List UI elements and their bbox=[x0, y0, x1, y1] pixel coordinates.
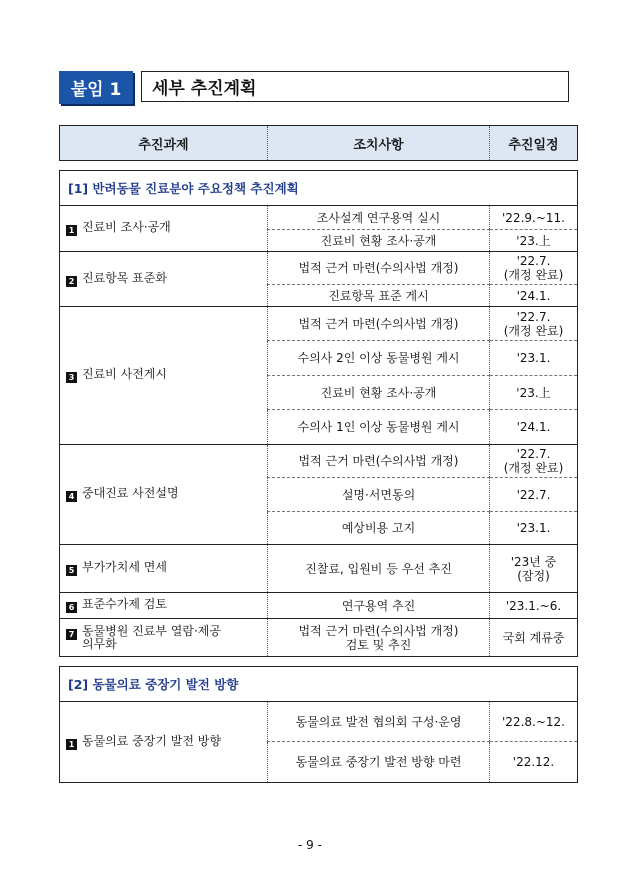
task-label: 동물병원 진료부 열람·제공 의무화 bbox=[82, 623, 221, 651]
action-cell: 법적 근거 마련(수의사법 개정) bbox=[268, 307, 490, 341]
schedule-cell: '22.8.~12. bbox=[490, 702, 578, 742]
schedule-cell: '24.1. bbox=[490, 285, 578, 307]
action-cell: 법적 근거 마련(수의사법 개정) 검토 및 추진 bbox=[268, 619, 490, 657]
table-header-row bbox=[60, 126, 578, 161]
task-number-badge: 2 bbox=[66, 276, 77, 287]
action-cell: 예상비용 고지 bbox=[268, 512, 490, 545]
task-label: 표준수가제 검토 bbox=[82, 597, 167, 611]
task-cell bbox=[60, 593, 268, 619]
schedule-cell: '24.1. bbox=[490, 410, 578, 445]
task-number-badge: 1 bbox=[66, 739, 77, 750]
task-number-badge: 1 bbox=[66, 225, 77, 236]
schedule-cell: '23.1. bbox=[490, 341, 578, 376]
table-row bbox=[60, 702, 578, 742]
plan-table bbox=[59, 125, 578, 783]
action-cell: 수의사 2인 이상 동물병원 게시 bbox=[268, 341, 490, 376]
action-cell: 진료항목 표준 게시 bbox=[268, 285, 490, 307]
task-cell bbox=[60, 545, 268, 593]
task-number-badge: 5 bbox=[66, 565, 77, 576]
header bbox=[59, 71, 571, 104]
action-cell: 법적 근거 마련(수의사법 개정) bbox=[268, 252, 490, 285]
schedule-cell: '23.上 bbox=[490, 230, 578, 252]
plan-table-wrapper bbox=[59, 125, 577, 783]
task-label: 동물의료 중장기 발전 방향 bbox=[82, 733, 221, 748]
action-cell: 수의사 1인 이상 동물병원 게시 bbox=[268, 410, 490, 445]
column-header: 추진과제 bbox=[60, 126, 268, 161]
spacer-row bbox=[60, 161, 578, 171]
action-cell: 조사설계 연구용역 실시 bbox=[268, 206, 490, 230]
section-title: [2] 동물의료 중장기 발전 방향 bbox=[60, 667, 578, 702]
table-row bbox=[60, 619, 578, 657]
action-cell: 설명·서면동의 bbox=[268, 478, 490, 512]
task-cell bbox=[60, 307, 268, 445]
table-row bbox=[60, 307, 578, 341]
section-row bbox=[60, 667, 578, 702]
schedule-cell: '22.7. bbox=[490, 478, 578, 512]
column-header: 조치사항 bbox=[268, 126, 490, 161]
table-row bbox=[60, 252, 578, 285]
action-cell: 동물의료 중장기 발전 방향 마련 bbox=[268, 742, 490, 783]
task-number-badge: 6 bbox=[66, 602, 77, 613]
schedule-cell: '23.1.~6. bbox=[490, 593, 578, 619]
schedule-cell: '23.上 bbox=[490, 376, 578, 410]
schedule-cell: '22.7. (개정 완료) bbox=[490, 307, 578, 341]
task-label: 부가가치세 면세 bbox=[82, 560, 167, 574]
task-label: 진료비 사전게시 bbox=[82, 367, 167, 381]
section-row bbox=[60, 171, 578, 206]
task-number-badge: 3 bbox=[66, 372, 77, 383]
task-number-badge: 7 bbox=[66, 629, 77, 640]
schedule-cell: 국회 계류중 bbox=[490, 619, 578, 657]
action-cell: 연구용역 추진 bbox=[268, 593, 490, 619]
action-cell: 진료비 현황 조사·공개 bbox=[268, 230, 490, 252]
action-cell: 법적 근거 마련(수의사법 개정) bbox=[268, 445, 490, 478]
page-number: - 9 - bbox=[298, 838, 322, 852]
task-cell bbox=[60, 619, 268, 657]
table-row bbox=[60, 206, 578, 230]
schedule-cell: '22.7. (개정 완료) bbox=[490, 445, 578, 478]
task-cell bbox=[60, 445, 268, 545]
task-cell bbox=[60, 702, 268, 783]
schedule-cell: '22.7. (개정 완료) bbox=[490, 252, 578, 285]
spacer-row bbox=[60, 657, 578, 667]
attachment-badge: 붙임 1 bbox=[59, 71, 133, 104]
action-cell: 진찰료, 입원비 등 우선 추진 bbox=[268, 545, 490, 593]
action-cell: 진료비 현황 조사·공개 bbox=[268, 376, 490, 410]
task-number-badge: 4 bbox=[66, 491, 77, 502]
task-label: 중대진료 사전설명 bbox=[82, 486, 179, 500]
table-row bbox=[60, 545, 578, 593]
schedule-cell: '22.9.~11. bbox=[490, 206, 578, 230]
task-label: 진료항목 표준화 bbox=[82, 270, 167, 285]
page-title: 세부 추진계획 bbox=[141, 71, 569, 102]
task-label: 진료비 조사·공개 bbox=[82, 220, 171, 234]
schedule-cell: '23.1. bbox=[490, 512, 578, 545]
column-header: 추진일정 bbox=[490, 126, 578, 161]
schedule-cell: '23년 중 (잠정) bbox=[490, 545, 578, 593]
schedule-cell: '22.12. bbox=[490, 742, 578, 783]
section-title: [1] 반려동물 진료분야 주요정책 추진계획 bbox=[60, 171, 578, 206]
table-row bbox=[60, 593, 578, 619]
task-cell bbox=[60, 206, 268, 252]
task-cell bbox=[60, 252, 268, 307]
action-cell: 동물의료 발전 협의회 구성·운영 bbox=[268, 702, 490, 742]
table-row bbox=[60, 445, 578, 478]
